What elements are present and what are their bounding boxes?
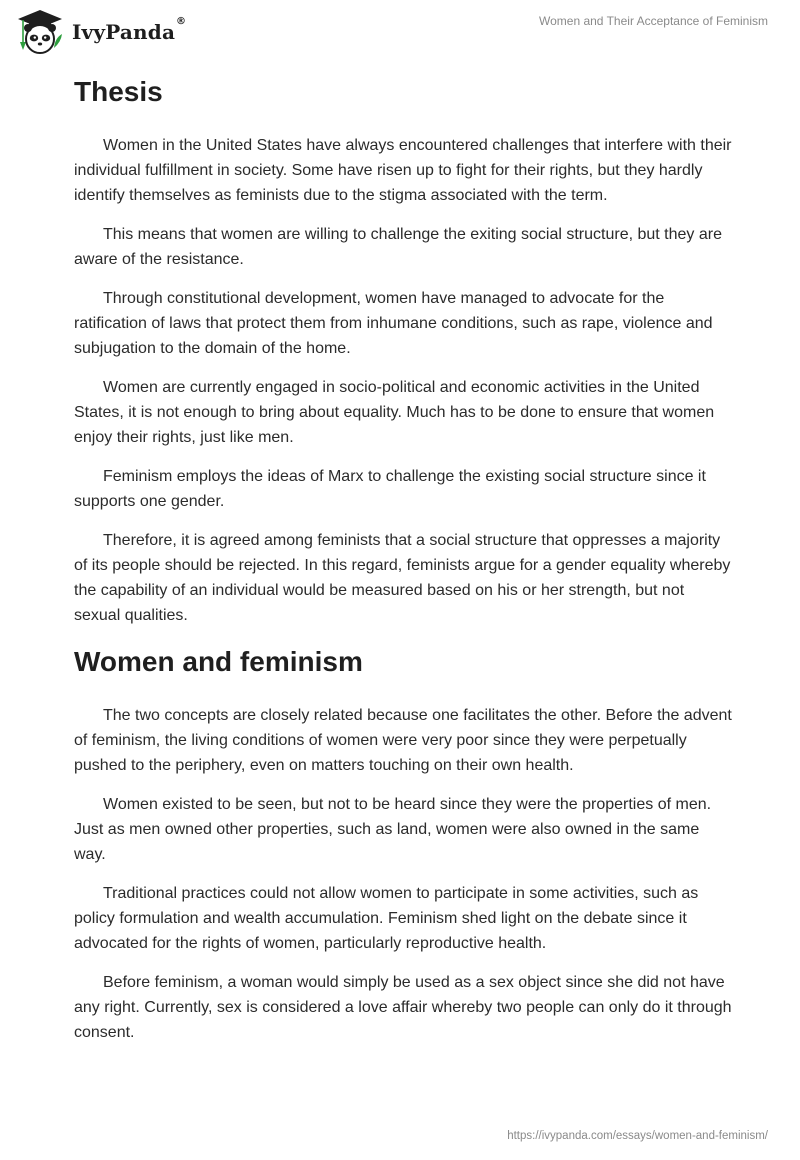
paragraph: Women existed to be seen, but not to be heard since they were the properties of men. Just as men owned other properties, such as land, women were also owned in the same way. xyxy=(74,796,712,863)
document-title: Women and Their Acceptance of Feminism xyxy=(539,14,768,28)
section-heading-women-and-feminism: Women and feminism xyxy=(74,646,363,677)
paragraph: This means that women are willing to challenge the exiting social structure, but they are aware of the resistance. xyxy=(74,226,722,268)
source-url[interactable]: https://ivypanda.com/essays/women-and-feminism/ xyxy=(507,1130,768,1142)
registered-mark: ® xyxy=(175,16,187,27)
paragraph: Traditional practices could not allow women to participate in some activities, such as policy formulation and wealth accumulation. Feminism shed light on the debate since it advocated for the rights of women, particularly reproductive health. xyxy=(74,885,699,952)
paragraph: Women in the United States have always encountered challenges that interfere with their individual fulfillment in society. Some have risen up to fight for their rights, but they hardly identify themselves as feminists due to the stigma associated with the term. xyxy=(74,137,732,204)
paragraph: Women are currently engaged in socio-political and economic activities in the United States, it is not enough to bring about equality. Much has to be done to ensure that women enjoy their rights, just like men. xyxy=(74,379,715,446)
section-heading-thesis: Thesis xyxy=(74,76,163,107)
panda-graduate-logo-icon xyxy=(14,8,66,56)
logo-wordmark xyxy=(72,16,187,44)
paragraph: The two concepts are closely related because one facilitates the other. Before the advent of feminism, the living conditions of women were very poor since they were perpetually pushed to the periphery, even on matters touching on their own health. xyxy=(74,707,732,774)
paragraph: Feminism employs the ideas of Marx to challenge the existing social structure since it supports one gender. xyxy=(74,468,706,510)
page-header xyxy=(0,0,800,62)
essay-body xyxy=(74,72,734,1059)
brand-name: IvyPanda xyxy=(72,20,176,44)
paragraph: Before feminism, a woman would simply be used as a sex object since she did not have any right. Currently, sex is considered a love affair whereby two people can only do it through consent. xyxy=(74,974,732,1041)
paragraph: Therefore, it is agreed among feminists that a social structure that oppresses a majority of its people should be rejected. In this regard, feminists argue for a gender equality whereby the capability of an individual would be measured based on his or her strength, but not sexual qualities. xyxy=(74,532,731,624)
ivypanda-logo[interactable] xyxy=(14,8,187,56)
paragraph: Through constitutional development, women have managed to advocate for the ratification of laws that protect them from inhumane conditions, such as rape, violence and subjugation to the domain of the home. xyxy=(74,290,713,357)
